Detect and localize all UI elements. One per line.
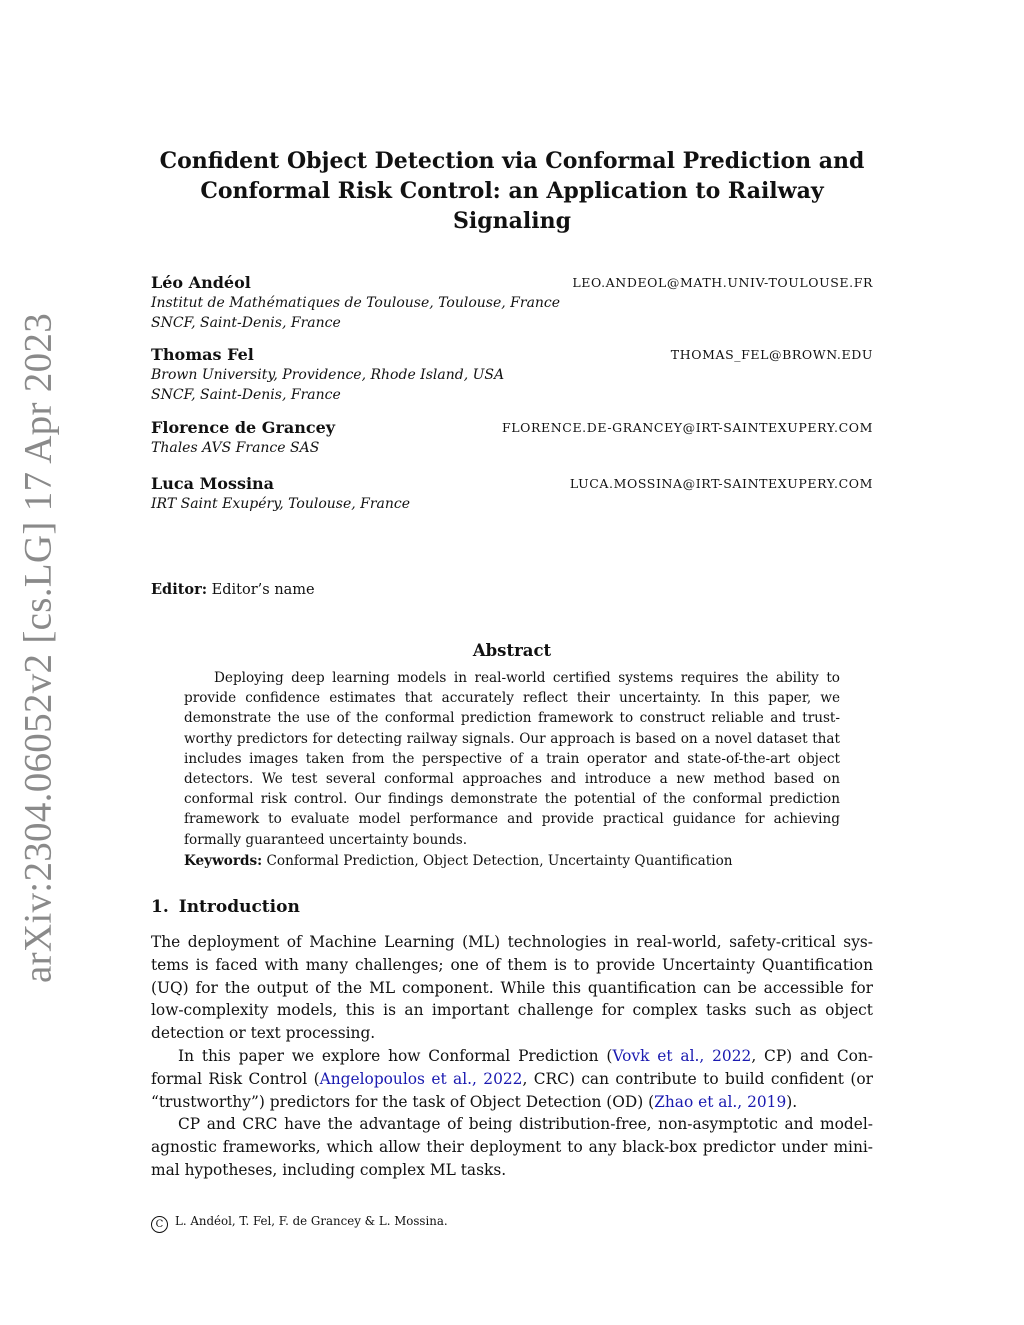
text-run: ). bbox=[786, 1092, 798, 1111]
text-run: , CRC) can contribute to build confident (or “trustworthy”) predictors for the task of Object Detection (OD) ( bbox=[151, 1069, 873, 1111]
title-line: Confident Object Detection via Conformal Prediction and bbox=[159, 148, 865, 174]
editor-value: Editor’s name bbox=[211, 582, 315, 598]
citation-link[interactable]: Zhao et al., 2019 bbox=[654, 1092, 787, 1111]
author-affiliation: IRT Saint Exupéry, Toulouse, France bbox=[151, 496, 411, 512]
abstract-text: Deploying deep learning models in real-world certified systems requires the ability to provide confidence estimates that accurately reflect their uncertainty. In this paper, we demonstrate the use of the conformal prediction framework to construct reliable and trustworthy predictors for detecting railway signals. Our approach is based on a novel dataset that includes images taken from the perspective of a train operator and state-of-the-art object detectors. We test several conformal approaches and introduce a new method based on conformal risk control. Our findings demonstrate the potential of the conformal prediction framework to evaluate model performance and provide practical guidance for achieving formally guaranteed uncertainty bounds. bbox=[184, 670, 840, 848]
keywords-value: Conformal Prediction, Object Detection, Uncertainty Quantification bbox=[266, 853, 733, 869]
copyright-footer bbox=[151, 1212, 448, 1233]
author-block bbox=[151, 273, 873, 333]
introduction-body bbox=[151, 931, 873, 1182]
paper-title bbox=[151, 146, 873, 236]
editor-line bbox=[151, 580, 315, 600]
editor-label: Editor: bbox=[151, 581, 208, 598]
paper-page bbox=[151, 0, 873, 1325]
copyright-icon: C bbox=[151, 1216, 168, 1233]
author-block bbox=[151, 418, 873, 458]
title-line: Signaling bbox=[453, 208, 571, 234]
author-affiliation: Institut de Mathématiques de Toulouse, Toulouse, France bbox=[151, 295, 561, 311]
text-run: , CP) and Conformal Risk Control ( bbox=[151, 1046, 873, 1088]
text-run: In this paper we explore how Conformal Prediction ( bbox=[178, 1046, 613, 1065]
author-email[interactable]: LEO.ANDEOL@MATH.UNIV-TOULOUSE.FR bbox=[572, 275, 873, 290]
author-email[interactable]: LUCA.MOSSINA@IRT-SAINTEXUPERY.COM bbox=[569, 476, 873, 491]
author-name: Thomas Fel bbox=[151, 345, 254, 364]
section-title: Introduction bbox=[178, 897, 300, 917]
section-number: 1. bbox=[151, 897, 169, 917]
author-block bbox=[151, 345, 873, 405]
section-heading-introduction bbox=[151, 895, 300, 919]
title-line: Conformal Risk Control: an Application to Railway bbox=[200, 178, 824, 204]
arxiv-identifier-stamp: arXiv:2304.06052v2 [cs.LG] 17 Apr 2023 bbox=[16, 313, 60, 983]
paragraph: The deployment of Machine Learning (ML) technologies in real-world, safety-critical systems is faced with many challenges; one of them is to provide Uncertainty Quantification (UQ) for the output of the ML component. While this quantification can be accessible for low-complexity models, this is an important challenge for complex tasks such as object detection or text processing. bbox=[151, 933, 873, 1043]
author-affiliation: Brown University, Providence, Rhode Island, USA bbox=[151, 367, 505, 383]
author-name: Léo Andéol bbox=[151, 273, 251, 292]
citation-link[interactable]: Angelopoulos et al., 2022 bbox=[319, 1069, 523, 1088]
author-block bbox=[151, 474, 873, 514]
author-affiliation: SNCF, Saint-Denis, France bbox=[151, 315, 341, 331]
paragraph bbox=[151, 1045, 873, 1113]
citation-link[interactable]: Vovk et al., 2022 bbox=[612, 1046, 752, 1065]
author-affiliation: SNCF, Saint-Denis, France bbox=[151, 387, 341, 403]
paragraph: CP and CRC have the advantage of being distribution-free, non-asymptotic and model-agnostic frameworks, which allow their deployment to any black-box predictor under minimal hypotheses, including complex ML tasks. bbox=[151, 1115, 873, 1179]
author-affiliation: Thales AVS France SAS bbox=[151, 440, 320, 456]
keywords-label: Keywords: bbox=[184, 853, 263, 869]
keywords-line bbox=[184, 851, 840, 871]
abstract-heading: Abstract bbox=[472, 641, 552, 660]
author-name: Luca Mossina bbox=[151, 474, 275, 493]
copyright-text: L. Andéol, T. Fel, F. de Grancey & L. Mossina. bbox=[175, 1214, 448, 1228]
author-name: Florence de Grancey bbox=[151, 418, 336, 437]
author-email[interactable]: FLORENCE.DE-GRANCEY@IRT-SAINTEXUPERY.COM bbox=[502, 420, 873, 435]
author-email[interactable]: THOMAS_FEL@BROWN.EDU bbox=[670, 347, 873, 362]
